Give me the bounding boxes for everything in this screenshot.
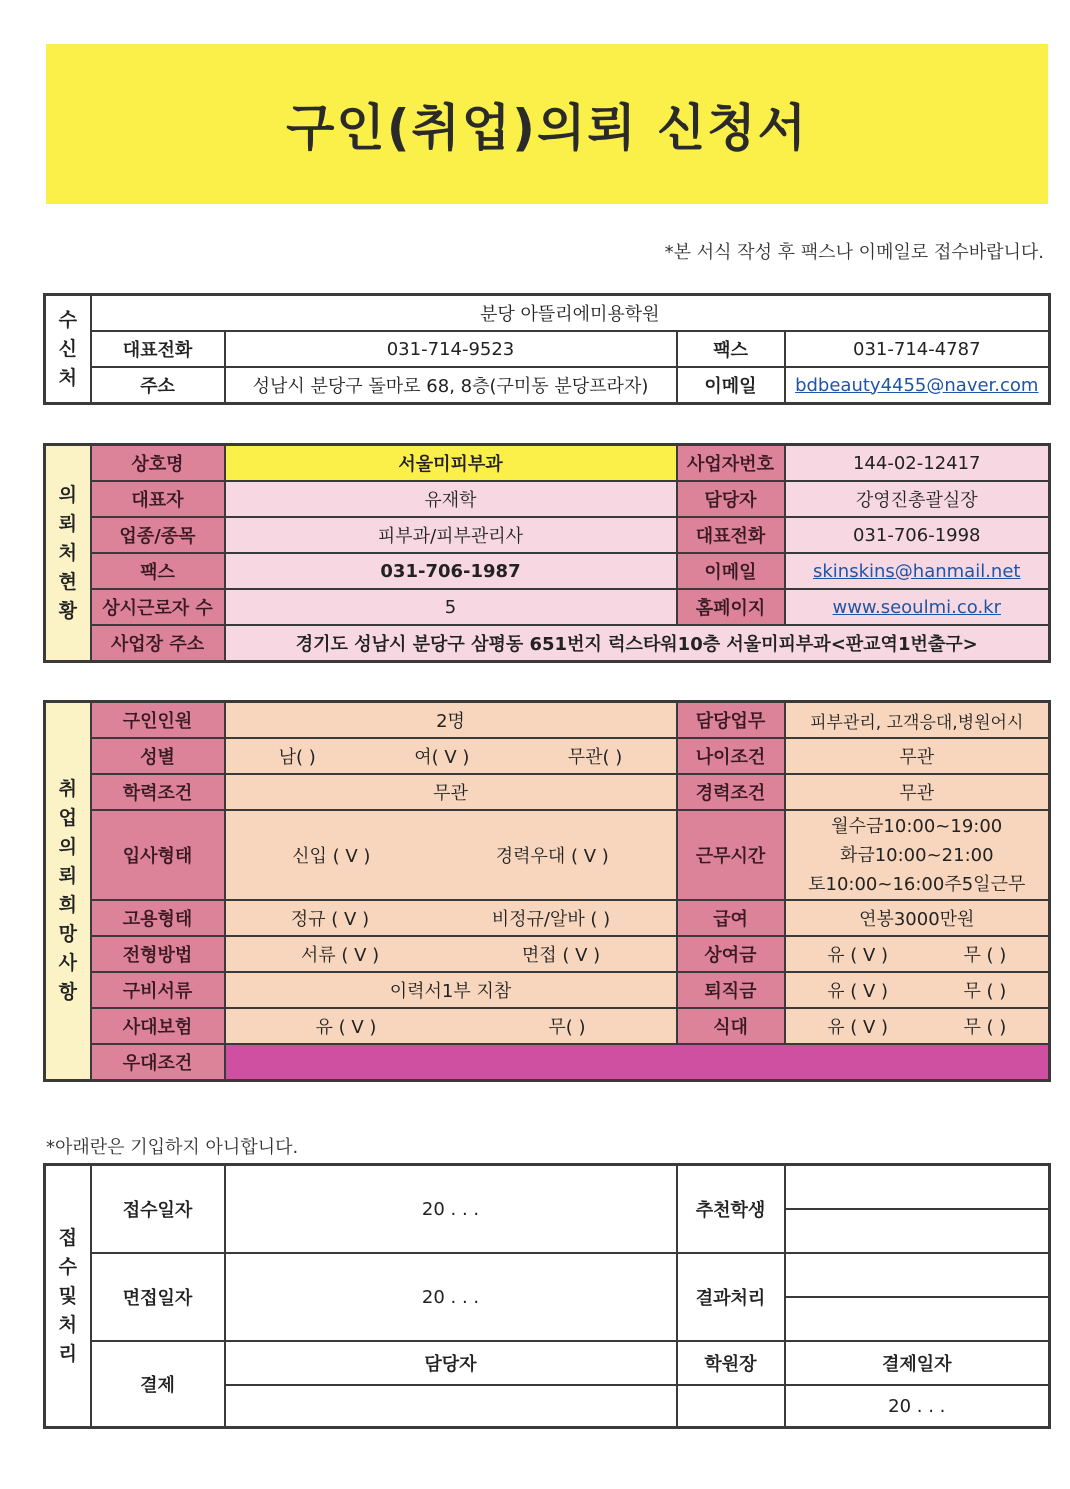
hours-line-3: 토10:00~16:00주5일근무 — [808, 873, 1026, 895]
bonus-label: 상여금 — [677, 936, 785, 972]
homepage-cell — [785, 589, 1050, 625]
receiver-phone: 031-714-9523 — [225, 331, 677, 367]
receiver-side-label: 수 신 처 — [45, 295, 91, 404]
bizno-value: 144-02-12417 — [785, 445, 1050, 482]
meal-yes: 유 ( V ) — [827, 1017, 889, 1038]
hire-experienced: 경력우대 ( V ) — [495, 846, 609, 867]
job-request-table — [43, 700, 1051, 1082]
requester-fax: 031-706-1987 — [225, 553, 677, 589]
selection-options — [225, 936, 677, 972]
requester-side-label: 의 뢰 처 현 황 — [45, 445, 91, 662]
job-side-label: 취 업 의 뢰 희 망 사 항 — [45, 702, 91, 1081]
severance-options — [785, 972, 1050, 1008]
duty-label: 담당업무 — [677, 702, 785, 739]
industry-value: 피부과/피부관리사 — [225, 517, 677, 553]
requester-table — [43, 443, 1051, 663]
education-value: 무관 — [225, 774, 677, 810]
result-blank-1 — [785, 1253, 1050, 1297]
selection-document: 서류 ( V ) — [300, 945, 380, 966]
received-date-value: 20 . . . — [225, 1165, 677, 1254]
benefit-label: 우대조건 — [91, 1044, 225, 1081]
headcount-value: 2명 — [225, 702, 677, 739]
company-name: 서울미피부과 — [225, 445, 677, 482]
approval-date-label: 결제일자 — [785, 1341, 1050, 1385]
hire-new: 신입 ( V ) — [292, 846, 371, 867]
documents-label: 구비서류 — [91, 972, 225, 1008]
receiver-address-label: 주소 — [91, 367, 225, 404]
ceo-label: 대표자 — [91, 481, 225, 517]
salary-label: 급여 — [677, 900, 785, 936]
requester-email-cell — [785, 553, 1050, 589]
employ-options — [225, 900, 677, 936]
receiver-phone-label: 대표전화 — [91, 331, 225, 367]
hours-line-1: 월수금10:00~19:00 — [831, 815, 1003, 837]
insurance-no: 무( ) — [548, 1017, 586, 1038]
process-table — [43, 1163, 1051, 1429]
gender-female: 여( V ) — [414, 747, 470, 768]
receiver-name: 분당 아뜰리에미용학원 — [91, 295, 1050, 332]
hire-type-label: 입사형태 — [91, 810, 225, 900]
director-label: 학원장 — [677, 1341, 785, 1385]
title-banner — [46, 44, 1048, 204]
severance-label: 퇴직금 — [677, 972, 785, 1008]
selection-label: 전형방법 — [91, 936, 225, 972]
career-label: 경력조건 — [677, 774, 785, 810]
process-side-label: 접 수 및 처 리 — [45, 1165, 91, 1428]
director-sign-box — [677, 1385, 785, 1428]
page-title: 구인(취업)의뢰 신청서 — [286, 99, 808, 157]
requester-email-link[interactable]: skinskins@hanmail.net — [813, 560, 1021, 582]
employ-label: 고용형태 — [91, 900, 225, 936]
insurance-options — [225, 1008, 677, 1044]
recommend-blank-1 — [785, 1165, 1050, 1210]
requester-email-label: 이메일 — [677, 553, 785, 589]
bonus-yes: 유 ( V ) — [827, 945, 889, 966]
gender-options — [225, 738, 677, 774]
bizno-label: 사업자번호 — [677, 445, 785, 482]
charge-label: 담당자 — [225, 1341, 677, 1385]
insurance-yes: 유 ( V ) — [315, 1017, 377, 1038]
homepage-label: 홈페이지 — [677, 589, 785, 625]
manager-label: 담당자 — [677, 481, 785, 517]
education-label: 학력조건 — [91, 774, 225, 810]
recommend-blank-2 — [785, 1209, 1050, 1253]
biz-address-value: 경기도 성남시 분당구 삼평동 651번지 럭스타워10층 서울미피부과<판교역1번출구> — [225, 625, 1050, 662]
homepage-link[interactable]: www.seoulmi.co.kr — [832, 596, 1001, 618]
salary-value: 연봉3000만원 — [785, 900, 1050, 936]
receiver-address: 성남시 분당구 돌마로 68, 8층(구미동 분당프라자) — [225, 367, 677, 404]
interview-date-value: 20 . . . — [225, 1253, 677, 1341]
manager-value: 강영진총괄실장 — [785, 481, 1050, 517]
gender-male: 남( ) — [278, 747, 316, 768]
hire-type-options — [225, 810, 677, 900]
approval-date-value: 20 . . . — [785, 1385, 1050, 1428]
charge-sign-box — [225, 1385, 677, 1428]
staff-label: 상시근로자 수 — [91, 589, 225, 625]
employ-regular: 정규 ( V ) — [290, 909, 370, 930]
receiver-fax: 031-714-4787 — [785, 331, 1050, 367]
career-value: 무관 — [785, 774, 1050, 810]
receiver-fax-label: 팩스 — [677, 331, 785, 367]
recommend-label: 추천학생 — [677, 1165, 785, 1254]
requester-phone: 031-706-1998 — [785, 517, 1050, 553]
biz-address-label: 사업장 주소 — [91, 625, 225, 662]
documents-value: 이력서1부 지참 — [225, 972, 677, 1008]
duty-value: 피부관리, 고객응대,병원어시 — [785, 702, 1050, 739]
submission-note: *본 서식 작성 후 팩스나 이메일로 접수바랍니다. — [664, 242, 1044, 263]
receiver-email-cell — [785, 367, 1050, 404]
interview-date-label: 면접일자 — [91, 1253, 225, 1341]
bonus-options — [785, 936, 1050, 972]
meal-no: 무 ( ) — [963, 1017, 1007, 1038]
employ-parttime: 비정규/알바 ( ) — [491, 909, 611, 930]
benefit-value — [225, 1044, 1050, 1081]
receiver-email-label: 이메일 — [677, 367, 785, 404]
insurance-label: 사대보험 — [91, 1008, 225, 1044]
receiver-table — [43, 293, 1051, 405]
receiver-email-link[interactable]: bdbeauty4455@naver.com — [795, 374, 1039, 396]
ceo-value: 유재학 — [225, 481, 677, 517]
selection-interview: 면접 ( V ) — [521, 945, 601, 966]
meal-options — [785, 1008, 1050, 1044]
hours-value — [785, 810, 1050, 900]
requester-fax-label: 팩스 — [91, 553, 225, 589]
company-label: 상호명 — [91, 445, 225, 482]
result-blank-2 — [785, 1297, 1050, 1341]
gender-any: 무관( ) — [567, 747, 623, 768]
age-value: 무관 — [785, 738, 1050, 774]
severance-yes: 유 ( V ) — [827, 981, 889, 1002]
hours-line-2: 화금10:00~21:00 — [839, 844, 994, 866]
gender-label: 성별 — [91, 738, 225, 774]
result-label: 결과처리 — [677, 1253, 785, 1341]
staff-value: 5 — [225, 589, 677, 625]
industry-label: 업종/종목 — [91, 517, 225, 553]
hours-label: 근무시간 — [677, 810, 785, 900]
office-use-note: *아래란은 기입하지 아니합니다. — [46, 1137, 299, 1158]
headcount-label: 구인인원 — [91, 702, 225, 739]
age-label: 나이조건 — [677, 738, 785, 774]
severance-no: 무 ( ) — [963, 981, 1007, 1002]
bonus-no: 무 ( ) — [963, 945, 1007, 966]
meal-label: 식대 — [677, 1008, 785, 1044]
approval-label: 결제 — [91, 1341, 225, 1428]
received-date-label: 접수일자 — [91, 1165, 225, 1254]
requester-phone-label: 대표전화 — [677, 517, 785, 553]
